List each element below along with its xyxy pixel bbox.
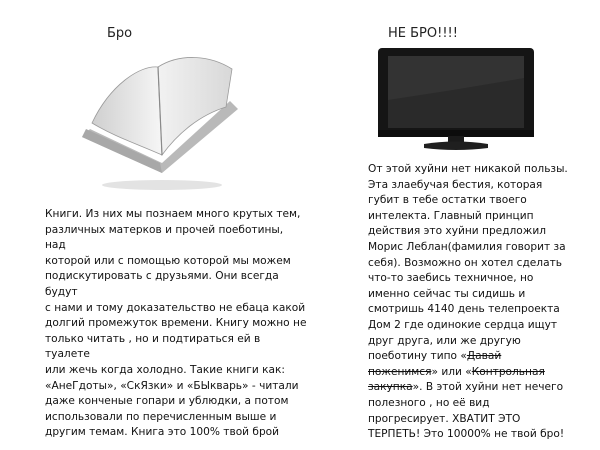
text-line: прогресирует. ХВАТИТ ЭТО (368, 412, 521, 425)
right-heading: НЕ БРО!!!! (388, 26, 458, 41)
strikethrough-text: Давай (466, 350, 502, 363)
text-line: От этой хуйни нет никакой пользы. (368, 163, 568, 175)
open-book-image (80, 45, 240, 195)
text-line (368, 365, 578, 381)
strikethrough-text: Контрольная (471, 365, 545, 378)
text-line: губит в тебе остатки твоего (368, 194, 527, 207)
text-line: с нами и тому доказательство не ебаца какой (45, 301, 306, 314)
text-line: долгий промежуток времени. Книгу можно не (45, 317, 307, 330)
text-fragment: ». В этой хуйни нет нечего (412, 381, 564, 394)
text-line: действия это хуйни предложил (368, 225, 546, 238)
text-line: «АнеГдоты», «СкЯзки» и «БЫкварь» - читали (45, 379, 299, 392)
strikethrough-text: поженимся (368, 365, 432, 378)
text-line: даже конченые гопари и ублюдки, а потом (45, 395, 289, 408)
text-line: друг друга, или же другую (368, 334, 521, 347)
text-line: что-то заебись техничное, но (368, 272, 534, 285)
text-line: различных матерков и прочей поеботины, над (45, 223, 284, 252)
text-line (368, 349, 578, 365)
strikethrough-text: закупка (368, 381, 413, 394)
text-line: Морис Леблан(фамилия говорит за (368, 240, 566, 253)
text-line: Книги. Из них мы познаем много крутых тем, (45, 208, 301, 220)
text-line: Эта злаебучая бестия, которая (368, 178, 543, 191)
text-line: интелекта. Главный принцип (368, 209, 534, 222)
text-fragment: поеботину типо « (368, 350, 467, 363)
text-line: которой или с помощью которой мы можем (45, 254, 291, 267)
text-line: подискутировать с друзьями. Они всегда будут (45, 270, 279, 298)
text-line: ТЕРПЕТЬ! Это 10000% не твой бро! (368, 428, 565, 441)
text-line: использовали по перечисленным выше и (45, 410, 277, 423)
text-line: полезного , но её вид (368, 396, 490, 409)
text-line (368, 380, 578, 396)
text-line: смотришь 4140 день телепроекта (368, 303, 560, 316)
left-heading: Бро (107, 26, 133, 41)
text-fragment: » или « (431, 365, 472, 378)
television-image (376, 44, 536, 152)
right-description (368, 162, 578, 443)
text-line: себя). Возможно он хотел сделать (368, 256, 562, 269)
text-line: другим темам. Книга это 100% твой брой (45, 426, 280, 439)
text-line: только читать , но и подтираться ей в туалете (45, 332, 261, 361)
text-line: или жечь когда холодно. Такие книги как: (45, 363, 285, 376)
text-line: Дом 2 где одинокие сердца ищут (368, 318, 558, 331)
text-line: именно сейчас ты сидишь и (368, 287, 526, 300)
left-description (45, 207, 307, 441)
